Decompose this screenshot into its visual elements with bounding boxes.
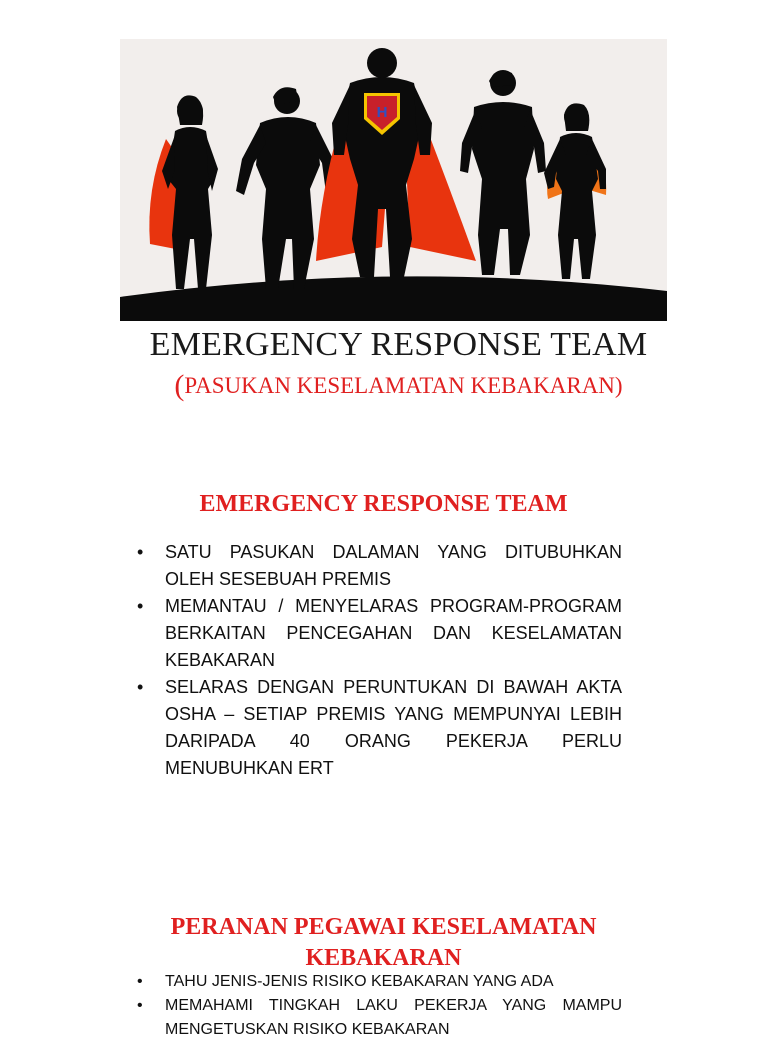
list-item-text: MEMAHAMI TINGKAH LAKU PEKERJA YANG MAMPU MENGETUSKAN RISIKO KEBAKARAN <box>165 997 622 1038</box>
list-item <box>131 539 622 593</box>
list-item <box>131 674 622 782</box>
list-item-text: SATU PASUKAN DALAMAN YANG DITUBUHKAN OLEH SESEBUAH PREMIS <box>165 542 622 589</box>
page-title: EMERGENCY RESPONSE TEAM <box>149 326 648 363</box>
page-subtitle <box>0 369 768 403</box>
subtitle-open-paren: ( <box>174 369 185 402</box>
list-item <box>131 994 622 1042</box>
hero-center <box>316 48 476 277</box>
bullet-icon: • <box>137 997 143 1014</box>
hero-woman-right <box>544 103 606 279</box>
section1-bullet-list <box>131 539 622 782</box>
list-item <box>131 970 622 994</box>
hero-woman-left <box>149 95 218 289</box>
list-item-text: TAHU JENIS-JENIS RISIKO KEBAKARAN YANG ADA <box>165 973 554 990</box>
bullet-icon: • <box>137 677 144 697</box>
section2-heading: PERANAN PEGAWAI KESELAMATAN KEBAKARAN <box>170 914 597 971</box>
svg-text:H: H <box>376 104 388 121</box>
section2-bullet-list <box>131 970 622 1042</box>
list-item-text: MEMANTAU / MENYELARAS PROGRAM-PROGRAM BERKAITAN PENCEGAHAN DAN KESELAMATAN KEBAKARAN <box>165 596 622 670</box>
list-item <box>131 593 622 674</box>
section1-heading: EMERGENCY RESPONSE TEAM <box>199 491 568 517</box>
bullet-icon: • <box>137 542 144 562</box>
bullet-icon: • <box>137 973 143 990</box>
superhero-silhouettes <box>120 39 667 321</box>
subtitle-text: PASUKAN KESELAMATAN KEBAKARAN <box>184 373 615 398</box>
list-item-text: SELARAS DENGAN PERUNTUKAN DI BAWAH AKTA OSHA – SETIAP PREMIS YANG MEMPUNYAI LEBIH DARIPADA 40 ORANG PEKERJA PERLU MENUBUHKAN ERT <box>165 677 622 778</box>
hero-man-right <box>460 70 546 275</box>
subtitle-close-paren: ) <box>614 373 623 398</box>
hero-image <box>120 39 667 321</box>
bullet-icon: • <box>137 596 144 616</box>
